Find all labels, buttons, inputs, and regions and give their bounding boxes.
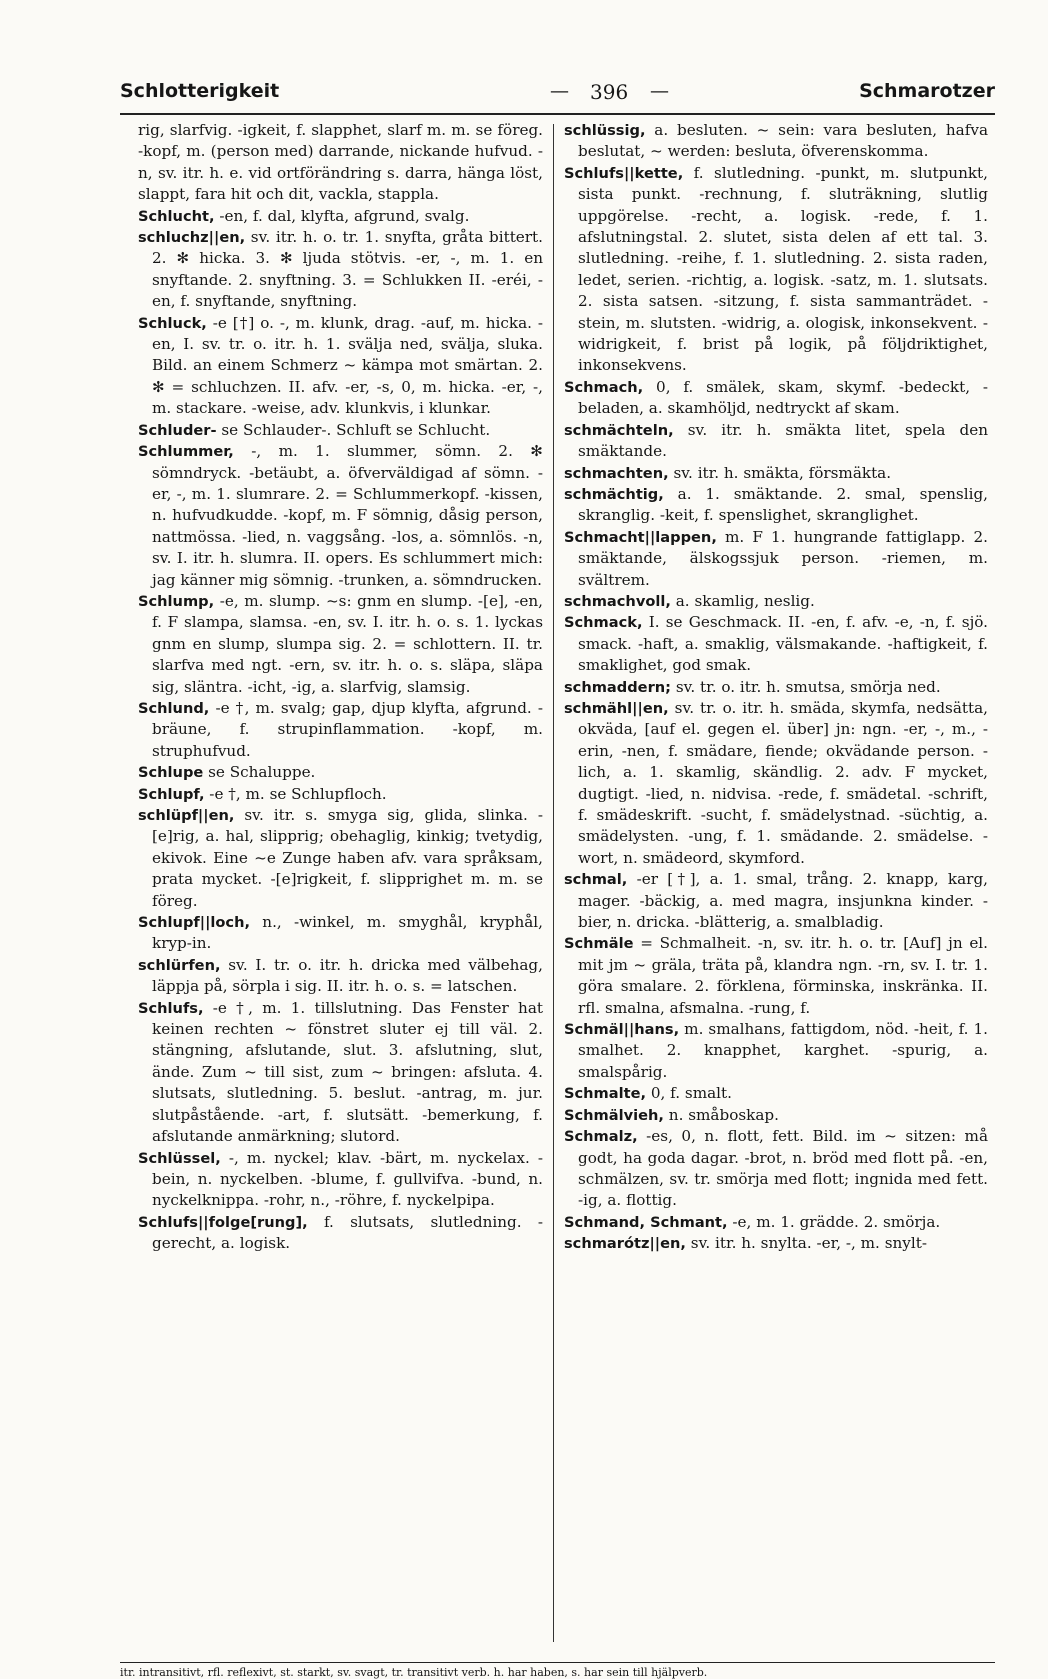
entry-definition: sv. itr. h. smäkta litet, spela den smäktande.	[578, 420, 988, 461]
entry-headword: schmaddern;	[564, 678, 671, 696]
header-left-word: Schlotterigkeit	[120, 80, 280, 102]
header-rule	[120, 113, 995, 115]
entry-headword: Schlufs,	[138, 999, 204, 1017]
entry-definition: -e †, m. svalg; gap, djup klyfta, afgrund. -bräune, f. strupinflammation. -kopf, m. struphufvud.	[152, 698, 543, 760]
entry-definition: a. 1. smäktande. 2. smal, spenslig, skranglig. -keit, f. spenslighet, skranglighet.	[578, 484, 988, 525]
entry-definition: rig, slarfvig. -igkeit, f. slapphet, slarf m. m. se föreg. -kopf, m. (person med) darrande, nickande hufvud. -n, sv. itr. h. e. vid ortförändring s. darra, hänga löst, slappt, fara hit och dit, vackla, stappla.	[138, 121, 543, 204]
entry-headword: schmal,	[564, 871, 628, 889]
entry-headword: schmächteln,	[564, 421, 674, 439]
entry-definition: n., -winkel, m. smyghål, kryphål, kryp-in.	[152, 913, 543, 953]
entry-headword: Schlufs||folge[rung],	[138, 1213, 308, 1231]
entry-definition: -es, 0, n. flott, fett. Bild. im ~ sitzen: må godt, ha goda dagar. -brot, n. bröd med flott på. -en, schmälzen, sv. tr. smörja med flott; ingnida med fett. -ig, a. flottig.	[578, 1127, 988, 1210]
entry-headword: schmarótz||en,	[564, 1235, 686, 1253]
entry-headword: Schlupf||loch,	[138, 914, 251, 932]
column-divider	[553, 124, 554, 1642]
entry-headword: schmachten,	[564, 464, 669, 482]
entry-headword: Schmack,	[564, 614, 643, 632]
dictionary-entry	[138, 206, 543, 227]
entry-headword: schmächtig,	[564, 485, 664, 503]
entry-headword: Schluck,	[138, 314, 207, 332]
footer-rule	[120, 1662, 995, 1663]
dictionary-entry	[138, 998, 543, 1148]
entry-headword: Schmach,	[564, 378, 644, 396]
entry-definition: f. slutsats, slutledning. -gerecht, a. logisk.	[152, 1212, 543, 1253]
dictionary-entry	[564, 591, 988, 612]
dictionary-entry	[564, 120, 988, 163]
dictionary-entry	[564, 163, 988, 377]
entry-definition: n. småboskap.	[663, 1105, 779, 1124]
dictionary-entry	[138, 805, 543, 912]
entry-definition: sv. I. tr. o. itr. h. dricka med välbehag, läppja på, sörpla i sig. II. itr. h. o. s. = latschen.	[152, 955, 543, 996]
entry-definition: -e †, m. se Schlupfloch.	[204, 784, 387, 803]
entry-headword: schlürfen,	[138, 956, 221, 974]
entry-definition: -en, f. dal, klyfta, afgrund, svalg.	[214, 206, 470, 225]
entry-definition: f. slutledning. -punkt, m. slutpunkt, sista punkt. -rechnung, f. sluträkning, slutlig uppgörelse. -recht, a. logisk. -rede, f. 1. afslutningstal. 2. slutet, sista delen af ett tal. 3. slutledning. -reihe, f. 1. slutledning. 2. sista raden, ledet, serien. -richtig, a. logisk. -satz, m. 1. slutsats. 2. sista satsen. -sitzung, f. sista sammanträdet. -stein, m. slutsten. -widrig, a. ologisk, inkonsekvent. -widrigkeit, f. brist på logik, på följdriktighet, inkonsekvens.	[578, 163, 988, 375]
entry-definition: -e [†] o. -, m. klunk, drag. -auf, m. hicka. -en, I. sv. tr. o. itr. h. 1. svälja ned, svälja, sluka. Bild. an einem Schmerz ~ kämpa mot smärtan. 2. ✻ = schluchzen. II. afv. -er, -s, 0, m. hicka. -er, -, m. stackare. -weise, adv. klunkvis, i klunkar.	[152, 313, 543, 418]
entry-headword: Schlund,	[138, 699, 210, 717]
dictionary-entry	[138, 420, 543, 441]
dictionary-entry	[564, 612, 988, 676]
entry-headword: Schlupe	[138, 764, 204, 782]
entry-headword: Schmacht||lappen,	[564, 528, 717, 546]
dictionary-entry	[564, 933, 988, 1019]
entry-headword: Schmäl||hans,	[564, 1021, 680, 1039]
dictionary-entry	[138, 1148, 543, 1212]
entry-definition: se Schaluppe.	[203, 763, 316, 782]
dictionary-entry	[138, 784, 543, 805]
page-header	[120, 72, 995, 112]
dictionary-entry	[138, 120, 543, 206]
entry-headword: Schmand, Schmant,	[564, 1213, 728, 1231]
dictionary-entry	[138, 762, 543, 783]
dictionary-entry	[564, 698, 988, 869]
entry-headword: Schlummer,	[138, 443, 234, 461]
abbreviation-legend: itr. intransitivt, rfl. reflexivt, st. starkt, sv. svagt, tr. transitivt verb. h. har haben, s. har sein till hjälpverb.	[120, 1666, 708, 1679]
entry-definition: -, m. nyckel; klav. -bärt, m. nyckelax. -bein, n. nyckelben. -blume, f. gullvifva. -bund, n. nyckelknippa. -rohr, n., -röhre, f. nyckelpipa.	[152, 1148, 543, 1210]
entry-definition: sv. itr. s. smyga sig, glida, slinka. -[e]rig, a. hal, slipprig; obehaglig, kinkig; tvetydig, ekivok. Eine ~e Zunge haben afv. vara språksam, prata mycket. -[e]rigkeit, f. slipprighet m. m. se föreg.	[152, 806, 543, 910]
dictionary-entry	[138, 955, 543, 998]
entry-definition: m. smalhans, fattigdom, nöd. -heit, f. 1. smalhet. 2. knapphet, karghet. -spurig, a. smalspårig.	[578, 1020, 988, 1081]
entry-definition: m. F 1. hungrande fattiglapp. 2. smäktande, älskogssjuk person. -riemen, m. svältrem.	[578, 527, 988, 589]
entry-definition: -e, m. slump. ~s: gnm en slump. -[e], -en, f. F slampa, slamsa. -en, sv. I. itr. h. o. s. 1. lyckas gnm en slump, slumpa sig. 2. = schlottern. II. tr. slarfva med ngt. -ern, sv. itr. h. o. s. släpa, släpa sig, släntra. -icht, -ig, a. slarfvig, slamsig.	[152, 591, 543, 696]
entry-headword: Schluder-	[138, 421, 217, 439]
page-number: 396	[590, 80, 629, 104]
entry-definition: sv. tr. o. itr. h. smutsa, smörja ned.	[671, 677, 941, 696]
right-column	[564, 120, 988, 1647]
header-dash-right: —	[650, 80, 669, 102]
dictionary-entry	[138, 441, 543, 591]
entry-headword: Schlupf,	[138, 785, 205, 803]
entry-definition: -e, m. 1. grädde. 2. smörja.	[727, 1212, 941, 1231]
entry-headword: Schmalz,	[564, 1128, 638, 1146]
entry-definition: 0, f. smalt.	[646, 1084, 732, 1103]
entry-headword: schmähl||en,	[564, 699, 669, 717]
dictionary-entry	[138, 912, 543, 955]
dictionary-entry	[564, 1212, 988, 1233]
dictionary-entry	[564, 527, 988, 591]
header-dash-left: —	[550, 80, 569, 102]
entry-headword: Schlufs||kette,	[564, 164, 684, 182]
entry-headword: Schmäle	[564, 935, 634, 953]
entry-definition: -e †, m. 1. tillslutning. Das Fenster hat keinen rechten ~ fönstret sluter ej till väl. 2. stängning, afslutande, slut. 3. afslutning, slut, ände. Zum ~ till sist, zum ~ bringen: afsluta. 4. slutsats, slutledning. 5. beslut. -antrag, m. jur. slutpåstående. -art, f. slutsätt. -bemerkung, f. afslutande anmärkning; slutord.	[152, 998, 543, 1146]
dictionary-entry	[564, 1233, 988, 1254]
entry-definition: = Schmalheit. -n, sv. itr. h. o. tr. [Auf] jn el. mit jm ~ gräla, träta på, klandra ngn. -rn, sv. I. tr. 1. göra smalare. 2. förklena, förminska, inskränka. II. rfl. smalna, afsmalna. -rung, f.	[578, 934, 988, 1017]
entry-definition: I. se Geschmack. II. -en, f. afv. -e, -n, f. sjö. smack. -haft, a. smaklig, välsmakande. -haftigkeit, f. smaklighet, god smak.	[578, 613, 988, 675]
entry-definition: -, m. 1. slummer, sömn. 2. ✻ sömndryck. -betäubt, a. öfverväldigad af sömn. -er, -, m. 1. slumrare. 2. = Schlummerkopf. -kissen, n. hufvudkudde. -kopf, m. F sömnig, dåsig person, nattmössa. -lied, n. vaggsång. -los, a. sömnlös. -n, sv. I. itr. h. slumra. II. opers. Es schlummert mich: jag känner mig sömnig. -trunken, a. sömndrucken.	[152, 442, 543, 589]
entry-definition: sv. tr. o. itr. h. smäda, skymfa, nedsätta, okväda, [auf el. gegen el. über] jn: ngn. -er, -, m., -erin, -nen, f. smädare, fiende; okvädande person. -lich, a. 1. skamlig, skändlig. 2. adv. F mycket, dugtigt. -lied, n. nidvisa. -rede, f. smädetal. -schrift, f. smädeskrift. -sucht, f. smädelystnad. -süchtig, a. smädelysten. -ung, f. 1. smädande. 2. smädelse. -wort, n. smädeord, skymford.	[578, 698, 988, 867]
dictionary-entry	[138, 591, 543, 698]
dictionary-entry	[564, 377, 988, 420]
entry-headword: schlüssig,	[564, 122, 646, 139]
entry-headword: Schlüssel,	[138, 1149, 221, 1167]
entry-headword: Schmalte,	[564, 1085, 647, 1103]
entry-headword: schluchz||en,	[138, 229, 246, 247]
dictionary-entry	[564, 1019, 988, 1083]
dictionary-entry	[138, 698, 543, 762]
entry-headword: Schlump,	[138, 592, 215, 610]
dictionary-entry	[564, 1083, 988, 1104]
dictionary-entry	[138, 313, 543, 420]
dictionary-entry	[138, 1212, 543, 1255]
entry-definition: -er [†], a. 1. smal, trång. 2. knapp, karg, mager. -bäckig, a. med magra, insjunkna kinder. -bier, n. dricka. -blätterig, a. smalbladig.	[578, 870, 988, 932]
dictionary-entry	[564, 420, 988, 463]
entry-definition: 0, f. smälek, skam, skymf. -bedeckt, -beladen, a. skamhöljd, nedtryckt af skam.	[578, 377, 988, 418]
entry-headword: schmachvoll,	[564, 592, 671, 610]
entry-definition: sv. itr. h. snylta. -er, -, m. snylt-	[685, 1234, 927, 1253]
dictionary-entry	[564, 869, 988, 933]
entry-definition: se Schlauder-. Schluft se Schlucht.	[216, 420, 491, 439]
entry-headword: Schmälvieh,	[564, 1106, 664, 1124]
left-column	[138, 120, 543, 1647]
entry-headword: schlüpf||en,	[138, 807, 235, 824]
entry-headword: Schlucht,	[138, 207, 215, 225]
dictionary-entry	[564, 484, 988, 527]
dictionary-entry	[564, 677, 988, 698]
entry-definition: a. skamlig, neslig.	[670, 591, 815, 610]
entry-definition: a. besluten. ~ sein: vara besluten, hafva beslutat, ~ werden: besluta, öfverenskomma.	[578, 121, 988, 161]
dictionary-entry	[564, 463, 988, 484]
entry-definition: sv. itr. h. smäkta, försmäkta.	[668, 463, 892, 482]
entry-definition: sv. itr. h. o. tr. 1. snyfta, gråta bittert. 2. ✻ hicka. 3. ✻ ljuda stötvis. -er, -, m. 1. en snyftande. 2. snyftning. 3. = Schlukken II. -eréi, -en, f. snyftande, snyftning.	[152, 228, 543, 311]
header-right-word: Schmarotzer	[859, 80, 995, 102]
dictionary-entry	[138, 227, 543, 313]
dictionary-entry	[564, 1126, 988, 1212]
dictionary-entry	[564, 1105, 988, 1126]
